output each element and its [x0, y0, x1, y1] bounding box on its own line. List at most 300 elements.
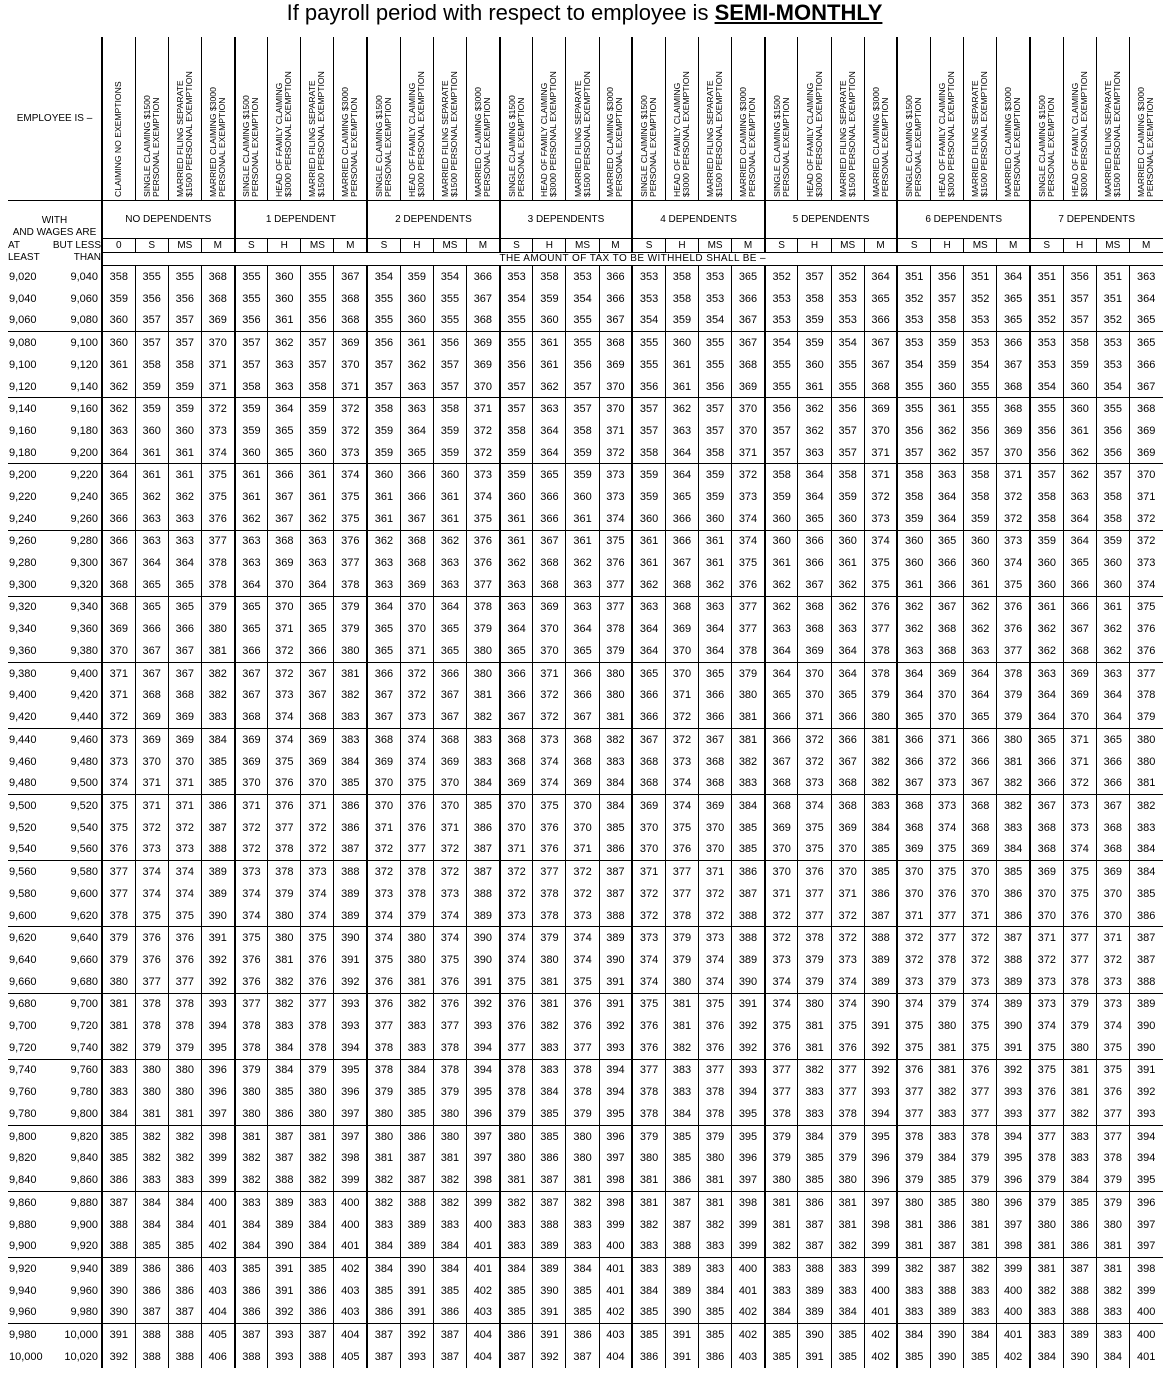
- wage-less-than: 9,280: [52, 530, 102, 552]
- tax-amount-cell: 357: [168, 332, 201, 354]
- tax-amount-cell: 384: [400, 1059, 433, 1081]
- title-emphasis: SEMI-MONTHLY: [714, 0, 883, 25]
- tax-amount-cell: 377: [334, 552, 367, 574]
- tax-amount-cell: 353: [831, 310, 864, 332]
- tax-amount-cell: 362: [433, 530, 466, 552]
- tax-amount-cell: 382: [699, 1214, 732, 1236]
- tax-amount-cell: 359: [500, 442, 533, 464]
- tax-amount-cell: 379: [467, 618, 500, 640]
- table-row: [8, 927, 1163, 949]
- tax-amount-cell: 374: [765, 971, 798, 993]
- column-label-line: HEAD OF FAMILY CLAIMING: [406, 82, 417, 197]
- tax-amount-cell: 368: [964, 795, 997, 817]
- tax-amount-cell: 378: [168, 1015, 201, 1037]
- tax-amount-cell: 373: [1063, 817, 1096, 839]
- column-label-text: [308, 37, 326, 197]
- tax-amount-cell: 368: [831, 795, 864, 817]
- tax-amount-cell: 359: [897, 508, 930, 530]
- tax-amount-cell: 385: [400, 1103, 433, 1125]
- tax-amount-cell: 378: [235, 1037, 268, 1059]
- tax-amount-cell: 353: [964, 310, 997, 332]
- table-row: [8, 993, 1163, 1015]
- tax-amount-cell: 383: [632, 1258, 665, 1280]
- tax-amount-cell: 366: [964, 728, 997, 750]
- tax-amount-cell: 380: [367, 1103, 400, 1125]
- tax-amount-cell: 372: [897, 949, 930, 971]
- tax-amount-cell: 364: [1030, 684, 1063, 706]
- wage-less-than: 9,840: [70, 1152, 98, 1165]
- tax-amount-cell: 374: [135, 883, 168, 905]
- tax-amount-cell: 364: [102, 464, 135, 486]
- tax-amount-cell: 362: [268, 332, 301, 354]
- tax-amount-cell: 395: [864, 1125, 897, 1147]
- tax-amount-cell: 362: [102, 398, 135, 420]
- tax-amount-cell: 376: [831, 1037, 864, 1059]
- tax-amount-cell: 375: [1129, 596, 1162, 618]
- tax-amount-cell: 389: [334, 905, 367, 927]
- tax-amount-cell: 361: [699, 530, 732, 552]
- tax-amount-cell: 375: [765, 1015, 798, 1037]
- column-label: [831, 37, 864, 201]
- tax-amount-cell: 377: [732, 618, 765, 640]
- tax-amount-cell: 384: [268, 1037, 301, 1059]
- tax-amount-cell: 381: [201, 640, 234, 662]
- tax-amount-cell: 362: [1096, 618, 1129, 640]
- tax-amount-cell: 374: [1063, 839, 1096, 861]
- column-label-line: PERSONAL EXEMPTION: [250, 97, 261, 197]
- column-label-line: $1500 PERSONAL EXEMPTION: [183, 71, 194, 197]
- tax-amount-cell: 369: [467, 332, 500, 354]
- tax-amount-cell: 393: [334, 993, 367, 1015]
- tax-amount-cell: 367: [864, 354, 897, 376]
- wage-less-than: 9,320: [70, 578, 98, 591]
- tax-amount-cell: 364: [699, 618, 732, 640]
- tax-amount-cell: 370: [964, 861, 997, 883]
- tax-amount-cell: 389: [467, 905, 500, 927]
- column-code: H: [1063, 239, 1096, 253]
- tax-amount-cell: 387: [1063, 1258, 1096, 1280]
- tax-amount-cell: 392: [732, 1015, 765, 1037]
- dependents-group-header: 7 DEPENDENTS: [1030, 201, 1163, 239]
- wage-less-than: 9,740: [70, 1041, 98, 1054]
- tax-amount-cell: 380: [400, 927, 433, 949]
- tax-amount-cell: 373: [334, 442, 367, 464]
- tax-amount-cell: 361: [135, 464, 168, 486]
- tax-amount-cell: 359: [235, 398, 268, 420]
- tax-amount-cell: 383: [632, 1236, 665, 1258]
- tax-amount-cell: 362: [897, 596, 930, 618]
- tax-amount-cell: 357: [897, 442, 930, 464]
- tax-amount-cell: 352: [897, 288, 930, 310]
- tax-amount-cell: 370: [1030, 883, 1063, 905]
- tax-amount-cell: 396: [334, 1081, 367, 1103]
- tax-amount-cell: 391: [997, 1037, 1030, 1059]
- with-wages-label: [8, 201, 102, 239]
- tax-amount-cell: 383: [102, 1059, 135, 1081]
- tax-amount-cell: 402: [864, 1324, 897, 1346]
- column-label-text: [176, 37, 194, 197]
- tax-amount-cell: 381: [235, 1125, 268, 1147]
- column-label-line: SINGLE CLAIMING $1500: [904, 95, 915, 197]
- tax-amount-cell: 357: [367, 354, 400, 376]
- tax-amount-cell: 384: [1129, 861, 1162, 883]
- tax-amount-cell: 390: [201, 905, 234, 927]
- tax-amount-cell: 378: [400, 861, 433, 883]
- tax-amount-cell: 363: [400, 398, 433, 420]
- tax-amount-cell: 376: [301, 971, 334, 993]
- tax-amount-cell: 377: [102, 861, 135, 883]
- table-row: [8, 574, 1163, 596]
- column-labels-row: [8, 37, 1163, 201]
- tax-amount-cell: 392: [268, 1302, 301, 1324]
- tax-amount-cell: 368: [135, 684, 168, 706]
- table-row: [8, 728, 1163, 750]
- tax-amount-cell: 354: [831, 332, 864, 354]
- tax-amount-cell: 370: [268, 574, 301, 596]
- tax-amount-cell: 396: [864, 1147, 897, 1169]
- tax-amount-cell: 363: [665, 420, 698, 442]
- tax-amount-cell: 355: [964, 398, 997, 420]
- tax-amount-cell: 396: [201, 1059, 234, 1081]
- tax-amount-cell: 369: [665, 618, 698, 640]
- tax-amount-cell: 357: [235, 354, 268, 376]
- tax-amount-cell: 364: [533, 442, 566, 464]
- tax-amount-cell: 379: [665, 927, 698, 949]
- table-row: [8, 640, 1163, 662]
- tax-amount-cell: 372: [201, 398, 234, 420]
- tax-amount-cell: 359: [168, 376, 201, 398]
- tax-amount-cell: 367: [467, 288, 500, 310]
- tax-amount-cell: 356: [964, 420, 997, 442]
- tax-amount-cell: 365: [433, 618, 466, 640]
- column-label: [235, 37, 268, 201]
- tax-amount-cell: 377: [1129, 662, 1162, 684]
- tax-amount-cell: 370: [1063, 706, 1096, 728]
- tax-amount-cell: 375: [897, 1037, 930, 1059]
- tax-amount-cell: 382: [301, 1169, 334, 1191]
- tax-amount-cell: 361: [433, 486, 466, 508]
- tax-amount-cell: 375: [433, 949, 466, 971]
- tax-amount-cell: 363: [1030, 662, 1063, 684]
- tax-amount-cell: 376: [135, 927, 168, 949]
- tax-amount-cell: 374: [665, 795, 698, 817]
- tax-amount-cell: 373: [931, 773, 964, 795]
- tax-amount-cell: 380: [533, 949, 566, 971]
- tax-amount-cell: 390: [467, 927, 500, 949]
- tax-amount-cell: 386: [1063, 1236, 1096, 1258]
- tax-amount-cell: 384: [1096, 1346, 1129, 1368]
- tax-amount-cell: 361: [665, 354, 698, 376]
- tax-amount-cell: 390: [334, 927, 367, 949]
- tax-amount-cell: 395: [334, 1059, 367, 1081]
- tax-amount-cell: 387: [533, 1169, 566, 1191]
- tax-amount-cell: 355: [367, 288, 400, 310]
- tax-amount-cell: 374: [135, 861, 168, 883]
- tax-amount-cell: 386: [135, 1280, 168, 1302]
- table-row: [8, 949, 1163, 971]
- tax-amount-cell: 370: [765, 839, 798, 861]
- tax-amount-cell: 366: [897, 728, 930, 750]
- column-label: [135, 37, 168, 201]
- tax-amount-cell: 360: [367, 464, 400, 486]
- tax-amount-cell: 386: [235, 1280, 268, 1302]
- tax-amount-cell: 358: [1096, 486, 1129, 508]
- tax-amount-cell: 375: [367, 949, 400, 971]
- tax-amount-cell: 355: [831, 376, 864, 398]
- tax-amount-cell: 383: [699, 1236, 732, 1258]
- column-label-line: HEAD OF FAMILY CLAIMING: [937, 82, 948, 197]
- tax-amount-cell: 361: [301, 486, 334, 508]
- wage-less-than: 9,500: [70, 777, 98, 790]
- tax-amount-cell: 367: [367, 706, 400, 728]
- tax-amount-cell: 385: [301, 1258, 334, 1280]
- tax-amount-cell: 366: [533, 486, 566, 508]
- tax-amount-cell: 404: [201, 1302, 234, 1324]
- tax-amount-cell: 353: [765, 288, 798, 310]
- tax-amount-cell: 372: [931, 751, 964, 773]
- tax-amount-cell: 363: [135, 530, 168, 552]
- tax-amount-cell: 374: [168, 861, 201, 883]
- tax-amount-cell: 384: [201, 728, 234, 750]
- tax-amount-cell: 356: [765, 398, 798, 420]
- tax-amount-cell: 355: [367, 310, 400, 332]
- tax-amount-cell: 389: [533, 1258, 566, 1280]
- table-row: [8, 883, 1163, 905]
- tax-amount-cell: 368: [732, 354, 765, 376]
- tax-amount-cell: 382: [1030, 1280, 1063, 1302]
- tax-amount-cell: 369: [599, 354, 632, 376]
- wage-less-than: 9,480: [70, 755, 98, 768]
- wage-at-least: 9,800: [8, 1125, 52, 1147]
- tax-amount-cell: 395: [732, 1125, 765, 1147]
- tax-amount-cell: 401: [599, 1280, 632, 1302]
- tax-amount-cell: 366: [864, 310, 897, 332]
- tax-amount-cell: 370: [566, 817, 599, 839]
- tax-amount-cell: 380: [235, 1081, 268, 1103]
- tax-amount-cell: 375: [201, 486, 234, 508]
- tax-amount-cell: 384: [533, 1081, 566, 1103]
- tax-amount-cell: 366: [500, 662, 533, 684]
- tax-amount-cell: 384: [268, 1059, 301, 1081]
- tax-amount-cell: 361: [533, 332, 566, 354]
- tax-amount-cell: 394: [467, 1037, 500, 1059]
- tax-amount-cell: 381: [897, 1214, 930, 1236]
- tax-amount-cell: 379: [433, 1081, 466, 1103]
- tax-amount-cell: 399: [732, 1214, 765, 1236]
- tax-amount-cell: 362: [765, 574, 798, 596]
- tax-amount-cell: 358: [533, 266, 566, 288]
- tax-amount-cell: 358: [665, 288, 698, 310]
- tax-amount-cell: 380: [566, 1147, 599, 1169]
- tax-amount-cell: 383: [1030, 1324, 1063, 1346]
- tax-amount-cell: 366: [997, 332, 1030, 354]
- tax-amount-cell: 379: [102, 949, 135, 971]
- tax-amount-cell: 379: [1063, 1015, 1096, 1037]
- wage-less-than: 9,900: [70, 1218, 98, 1231]
- tax-amount-cell: 361: [1063, 420, 1096, 442]
- tax-amount-cell: 369: [798, 640, 831, 662]
- tax-amount-cell: 374: [268, 728, 301, 750]
- tax-amount-cell: 388: [400, 1191, 433, 1213]
- tax-amount-cell: 387: [301, 1324, 334, 1346]
- tax-amount-cell: 373: [997, 530, 1030, 552]
- wage-less-than: 9,380: [70, 645, 98, 658]
- tax-amount-cell: 403: [334, 1302, 367, 1324]
- tax-amount-cell: 380: [632, 1147, 665, 1169]
- tax-amount-cell: 354: [433, 266, 466, 288]
- wage-at-least: 9,980: [8, 1324, 52, 1346]
- tax-amount-cell: 377: [1096, 1103, 1129, 1125]
- column-label-line: PERSONAL EXEMPTION: [349, 97, 360, 197]
- wage-at-least: 9,300: [9, 578, 37, 591]
- column-label-line: SINGLE CLAIMING $1500: [141, 95, 152, 197]
- tax-amount-cell: 404: [599, 1346, 632, 1368]
- tax-amount-cell: 361: [235, 464, 268, 486]
- tax-amount-cell: 365: [301, 618, 334, 640]
- table-row: [8, 1324, 1163, 1346]
- column-label-line: MARRIED FILING SEPARATE: [970, 80, 981, 197]
- tax-amount-cell: 371: [201, 354, 234, 376]
- tax-amount-cell: 374: [566, 927, 599, 949]
- tax-amount-cell: 383: [798, 1081, 831, 1103]
- tax-amount-cell: 386: [732, 861, 765, 883]
- tax-amount-cell: 390: [665, 1302, 698, 1324]
- employee-is-label: EMPLOYEE IS –: [16, 112, 93, 124]
- tax-amount-cell: 383: [798, 1103, 831, 1125]
- tax-amount-cell: 399: [467, 1191, 500, 1213]
- tax-amount-cell: 369: [533, 596, 566, 618]
- tax-amount-cell: 358: [433, 398, 466, 420]
- tax-amount-cell: 358: [135, 354, 168, 376]
- tax-amount-cell: 382: [500, 1191, 533, 1213]
- tax-amount-cell: 360: [1063, 376, 1096, 398]
- tax-amount-cell: 375: [831, 1015, 864, 1037]
- tax-amount-cell: 381: [798, 1015, 831, 1037]
- tax-amount-cell: 353: [632, 288, 665, 310]
- tax-amount-cell: 359: [1096, 530, 1129, 552]
- tax-amount-cell: 381: [964, 1214, 997, 1236]
- table-row: [8, 1280, 1163, 1302]
- tax-amount-cell: 358: [665, 266, 698, 288]
- table-row: [8, 618, 1163, 640]
- tax-amount-cell: 357: [1030, 464, 1063, 486]
- tax-amount-cell: 361: [665, 376, 698, 398]
- tax-amount-cell: 383: [964, 1280, 997, 1302]
- tax-amount-cell: 360: [1030, 552, 1063, 574]
- column-label: [897, 37, 930, 201]
- tax-amount-cell: 388: [931, 1280, 964, 1302]
- tax-amount-cell: 359: [433, 442, 466, 464]
- tax-amount-cell: 355: [699, 354, 732, 376]
- tax-amount-cell: 373: [102, 751, 135, 773]
- tax-amount-cell: 355: [235, 266, 268, 288]
- tax-amount-cell: 378: [168, 993, 201, 1015]
- tax-amount-cell: 391: [665, 1324, 698, 1346]
- column-label-line: $3000 PERSONAL EXEMPTION: [1078, 71, 1089, 197]
- wage-at-least: 9,840: [9, 1174, 37, 1187]
- tax-amount-cell: 380: [566, 1125, 599, 1147]
- tax-amount-cell: 372: [632, 883, 665, 905]
- tax-amount-cell: 365: [997, 310, 1030, 332]
- tax-amount-cell: 366: [367, 662, 400, 684]
- tax-amount-cell: 358: [931, 310, 964, 332]
- tax-amount-cell: 373: [235, 861, 268, 883]
- tax-amount-cell: 392: [997, 1059, 1030, 1081]
- tax-amount-cell: 392: [533, 1346, 566, 1368]
- tax-amount-cell: 383: [201, 706, 234, 728]
- column-label: [201, 37, 234, 201]
- tax-amount-cell: 391: [334, 949, 367, 971]
- tax-amount-cell: 397: [467, 1125, 500, 1147]
- table-row: [8, 1059, 1163, 1081]
- tax-amount-cell: 371: [599, 420, 632, 442]
- tax-amount-cell: 380: [931, 1015, 964, 1037]
- tax-amount-cell: 374: [334, 464, 367, 486]
- tax-amount-cell: 374: [400, 751, 433, 773]
- tax-amount-cell: 369: [931, 662, 964, 684]
- tax-amount-cell: 379: [831, 1125, 864, 1147]
- table-row: [8, 1147, 1163, 1169]
- tax-amount-cell: 401: [334, 1236, 367, 1258]
- tax-amount-cell: 358: [1030, 486, 1063, 508]
- tax-amount-cell: 390: [931, 1346, 964, 1368]
- tax-amount-cell: 369: [301, 751, 334, 773]
- wage-at-least: 9,400: [9, 689, 37, 702]
- tax-amount-cell: 366: [235, 640, 268, 662]
- tax-amount-cell: 365: [699, 662, 732, 684]
- tax-amount-cell: 366: [931, 552, 964, 574]
- tax-amount-cell: 364: [1129, 288, 1162, 310]
- tax-amount-cell: 377: [201, 530, 234, 552]
- tax-amount-cell: 371: [1063, 728, 1096, 750]
- wage-less-than: 9,240: [70, 490, 98, 503]
- tax-amount-cell: 380: [599, 662, 632, 684]
- tax-amount-cell: 386: [334, 817, 367, 839]
- tax-amount-cell: 381: [931, 1059, 964, 1081]
- wage-less-than: 9,700: [52, 993, 102, 1015]
- tax-amount-cell: 382: [897, 1258, 930, 1280]
- table-row: [8, 861, 1163, 883]
- tax-amount-cell: 376: [533, 839, 566, 861]
- tax-amount-cell: 370: [831, 839, 864, 861]
- tax-amount-cell: 382: [334, 684, 367, 706]
- tax-amount-cell: 377: [599, 574, 632, 596]
- tax-amount-cell: 380: [433, 1125, 466, 1147]
- tax-amount-cell: 379: [135, 1037, 168, 1059]
- tax-amount-cell: 379: [1096, 1191, 1129, 1213]
- tax-amount-cell: 369: [997, 420, 1030, 442]
- tax-amount-cell: 359: [1063, 354, 1096, 376]
- tax-amount-cell: 367: [400, 508, 433, 530]
- table-row: [8, 839, 1163, 861]
- tax-amount-cell: 372: [235, 839, 268, 861]
- tax-amount-cell: 372: [1063, 773, 1096, 795]
- tax-amount-cell: 359: [135, 376, 168, 398]
- table-row: [8, 817, 1163, 839]
- wage-at-least: 9,600: [9, 909, 37, 922]
- tax-amount-cell: 376: [235, 971, 268, 993]
- tax-amount-cell: 373: [467, 464, 500, 486]
- tax-amount-cell: 395: [1129, 1169, 1162, 1191]
- column-code: S: [235, 239, 268, 253]
- tax-amount-cell: 390: [467, 949, 500, 971]
- tax-amount-cell: 364: [897, 662, 930, 684]
- tax-amount-cell: 361: [168, 464, 201, 486]
- tax-amount-cell: 367: [1096, 795, 1129, 817]
- tax-amount-cell: 377: [897, 1103, 930, 1125]
- wage-less-than: 9,960: [70, 1284, 98, 1297]
- tax-amount-cell: 385: [235, 1258, 268, 1280]
